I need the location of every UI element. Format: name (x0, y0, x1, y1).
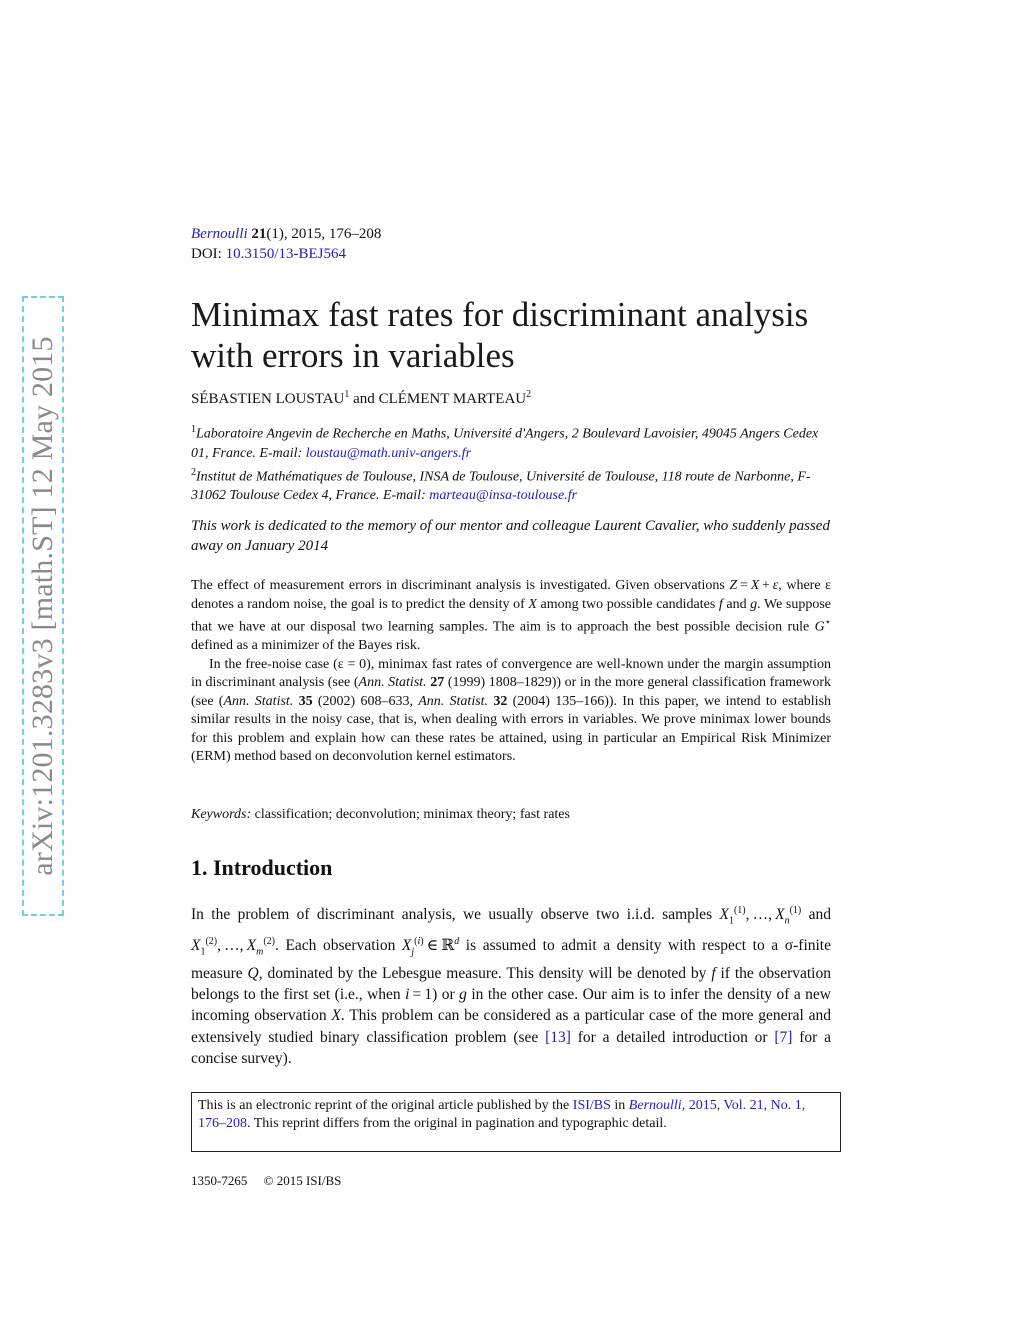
journal-link[interactable]: Bernoulli, 2015, Vol. 21, No. 1, 176–208 (198, 1098, 806, 1131)
author-list: SÉBASTIEN LOUSTAU$^1$ and CLÉMENT MARTEAU$^2$ (191, 389, 532, 407)
affiliation-2: $^2$Institut de Mathématiques de Toulouse, INSA de Toulouse, Université de Toulouse, 118 route de Narbonne, F-31062 Toulouse Cedex 4, France. E-mail: marteau@insa-toulouse.fr (191, 466, 811, 504)
abstract-paragraph: In the free-noise case (ε = 0), minimax fast rates of convergence are well-known under the margin assumption in discriminant analysis (see (Ann. Statist. 27 (1999) 1808–1829)) or in the more general classification framework (see (Ann. Statist. 35 (2002) 608–633, Ann. Statist. 32 (2004) 135–166)). In this paper, we intend to establish similar results in the noisy case, that is, when dealing with errors in variables. We prove minimax lower bounds for this problem and explain how can these rates be attained, using in particular an Empirical Risk Minimizer (ERM) method based on deconvolution kernel estimators. (191, 656, 832, 765)
author-name: SÉBASTIEN LOUSTAU (191, 391, 345, 407)
keywords-text: classification; deconvolution; minimax theory; fast rates (254, 807, 570, 822)
paper-title (191, 294, 831, 376)
journal-info (191, 224, 381, 264)
journal-issue: (1), 2015, 176–208 (266, 226, 382, 242)
section-heading: 1. Introduction (191, 855, 333, 880)
title-line: with errors in variables (191, 336, 515, 375)
copyright: © 2015 ISI/BS (263, 1173, 342, 1188)
affiliation-1: $^1$Laboratoire Angevin de Recherche en Maths, Université d'Angers, 2 Boulevard Lavoisier, 49045 Angers Cedex 01, France. E-mail: loustau@math.univ-angers.fr (191, 424, 819, 461)
reprint-notice: This is an electronic reprint of the original article published by the ISI/BS in Bernoulli, 2015, Vol. 21, No. 1, 176–208. This reprint differs from the original in pagination and typographic detail. (191, 1092, 841, 1152)
doi-label: DOI: (191, 246, 222, 262)
abstract (191, 577, 831, 767)
dedication: This work is dedicated to the memory of our mentor and colleague Laurent Cavalier, who suddenly passed away on January 2014 (191, 518, 830, 554)
citation-link[interactable]: [13] (545, 1028, 571, 1046)
abstract-paragraph: The effect of measurement errors in discriminant analysis is investigated. Given observations Z = X + ε, where ε denotes a random noise, the goal is to predict the density of X among two possible candidates f and g. We suppose that we have at our disposal two learning samples. The aim is to approach the best possible decision rule G⋆ defined as a minimizer of the Bayes risk. (191, 578, 832, 654)
journal-volume: 21 (251, 226, 267, 242)
publisher-link[interactable]: ISI/BS (572, 1098, 611, 1113)
citation-link[interactable]: [7] (774, 1028, 793, 1046)
doi-link[interactable]: 10.3150/13-BEJ564 (225, 246, 346, 262)
intro-paragraph: In the problem of discriminant analysis, we usually observe two i.i.d. samples $X_1^{(1)}$, …, $X_n^{(1)}$ and $X_1^{(2)}$, …, $X_m^{(2)}$. Each observation $X_j^{(i)}$ ∈ ℝ$^d$ is assumed to admit a density with respect to a σ-finite measure Q, dominated by the Lebesgue measure. This density will be denoted by f if the observation belongs to the first set (i.e., when i = 1) or g in the other case. Our aim is to infer the density of a new incoming observation X. This problem can be considered as a particular case of the more general and extensively studied binary classification problem (see [13] for a detailed introduction or [7] for a concise survey). (191, 905, 832, 1067)
keywords-label: Keywords: (191, 807, 252, 822)
affiliations (191, 420, 831, 505)
footer (191, 1173, 341, 1189)
journal-link[interactable]: Bernoulli (191, 226, 248, 242)
email-link[interactable]: loustau@math.univ-angers.fr (305, 445, 472, 461)
keywords (191, 807, 570, 823)
arxiv-stamp (22, 296, 64, 916)
arxiv-identifier: arXiv:1201.3283v3 [math.ST] 12 May 2015 (26, 336, 59, 876)
title-line: Minimax fast rates for discriminant analysis (191, 295, 809, 334)
email-link[interactable]: marteau@insa-toulouse.fr (429, 488, 578, 504)
author-name: CLÉMENT MARTEAU (378, 391, 527, 407)
issn: 1350-7265 (191, 1173, 248, 1188)
